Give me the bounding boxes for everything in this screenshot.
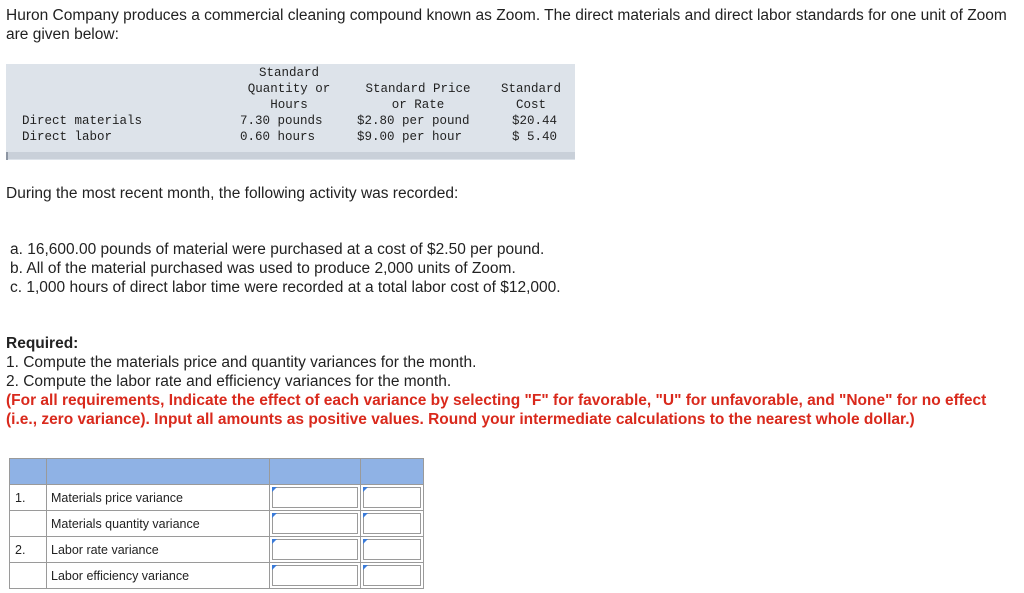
required-section <box>6 334 1018 429</box>
variance-label: Materials quantity variance <box>47 511 270 537</box>
variance-label: Materials price variance <box>47 485 270 511</box>
amount-input[interactable] <box>272 487 358 508</box>
row-cost-labor: $ 5.40 <box>512 130 558 144</box>
row-price-materials: $2.80 per pound <box>357 114 470 128</box>
answer-table <box>9 458 424 589</box>
header-cost: Standard Cost <box>500 82 561 112</box>
header-price: Standard Price or Rate <box>365 82 471 112</box>
row-label-materials: Direct materials <box>22 114 143 128</box>
row-cost-materials: $20.44 <box>512 114 558 128</box>
required-note: (For all requirements, Indicate the effect of each variance by selecting "F" for favorable, "U" for unfavorable, and "None" for no effect (i.e., zero variance). Input all amounts as positive values. Round your intermediate calculations to the nearest whole dollar.) <box>6 392 987 428</box>
required-item: 1. Compute the materials price and quantity variances for the month. <box>6 354 477 371</box>
input-marker-icon <box>272 487 277 492</box>
variance-label: Labor efficiency variance <box>47 563 270 589</box>
variance-label: Labor rate variance <box>47 537 270 563</box>
amount-input[interactable] <box>272 539 358 560</box>
activity-item: b. All of the material purchased was used to produce 2,000 units of Zoom. <box>10 260 516 277</box>
activity-list <box>10 240 561 297</box>
input-marker-icon <box>363 513 368 518</box>
input-marker-icon <box>272 565 277 570</box>
effect-select[interactable] <box>363 565 421 586</box>
input-marker-icon <box>363 565 368 570</box>
activity-intro: During the most recent month, the following activity was recorded: <box>6 185 459 202</box>
row-label-labor: Direct labor <box>22 130 113 144</box>
effect-select[interactable] <box>363 513 421 534</box>
table-row: 2. Labor rate variance <box>10 537 424 563</box>
table-row <box>10 563 424 589</box>
amount-input[interactable] <box>272 565 358 586</box>
input-marker-icon <box>272 513 277 518</box>
input-marker-icon <box>272 539 277 544</box>
required-item: 2. Compute the labor rate and efficiency variances for the month. <box>6 373 452 390</box>
required-title: Required: <box>6 335 79 352</box>
activity-item: a. 16,600.00 pounds of material were purchased at a cost of $2.50 per pound. <box>10 241 545 258</box>
problem-intro: Huron Company produces a commercial cleaning compound known as Zoom. The direct materials and direct labor standards for one unit of Zoom are given below: <box>6 7 1007 43</box>
row-qty-materials: 7.30 pounds <box>240 114 323 128</box>
header-quantity: Standard Quantity or Hours <box>247 66 331 112</box>
effect-select[interactable] <box>363 539 421 560</box>
input-marker-icon <box>363 539 368 544</box>
row-price-labor: $9.00 per hour <box>357 130 463 144</box>
effect-select[interactable] <box>363 487 421 508</box>
standards-table-divider <box>6 152 8 160</box>
row-qty-labor: 0.60 hours <box>240 130 316 144</box>
table-row: 1. Materials price variance <box>10 485 424 511</box>
standards-table-footer <box>6 152 575 159</box>
input-marker-icon <box>363 487 368 492</box>
activity-item: c. 1,000 hours of direct labor time were recorded at a total labor cost of $12,000. <box>10 279 561 296</box>
amount-input[interactable] <box>272 513 358 534</box>
table-row <box>10 511 424 537</box>
answer-table-header <box>10 459 424 485</box>
